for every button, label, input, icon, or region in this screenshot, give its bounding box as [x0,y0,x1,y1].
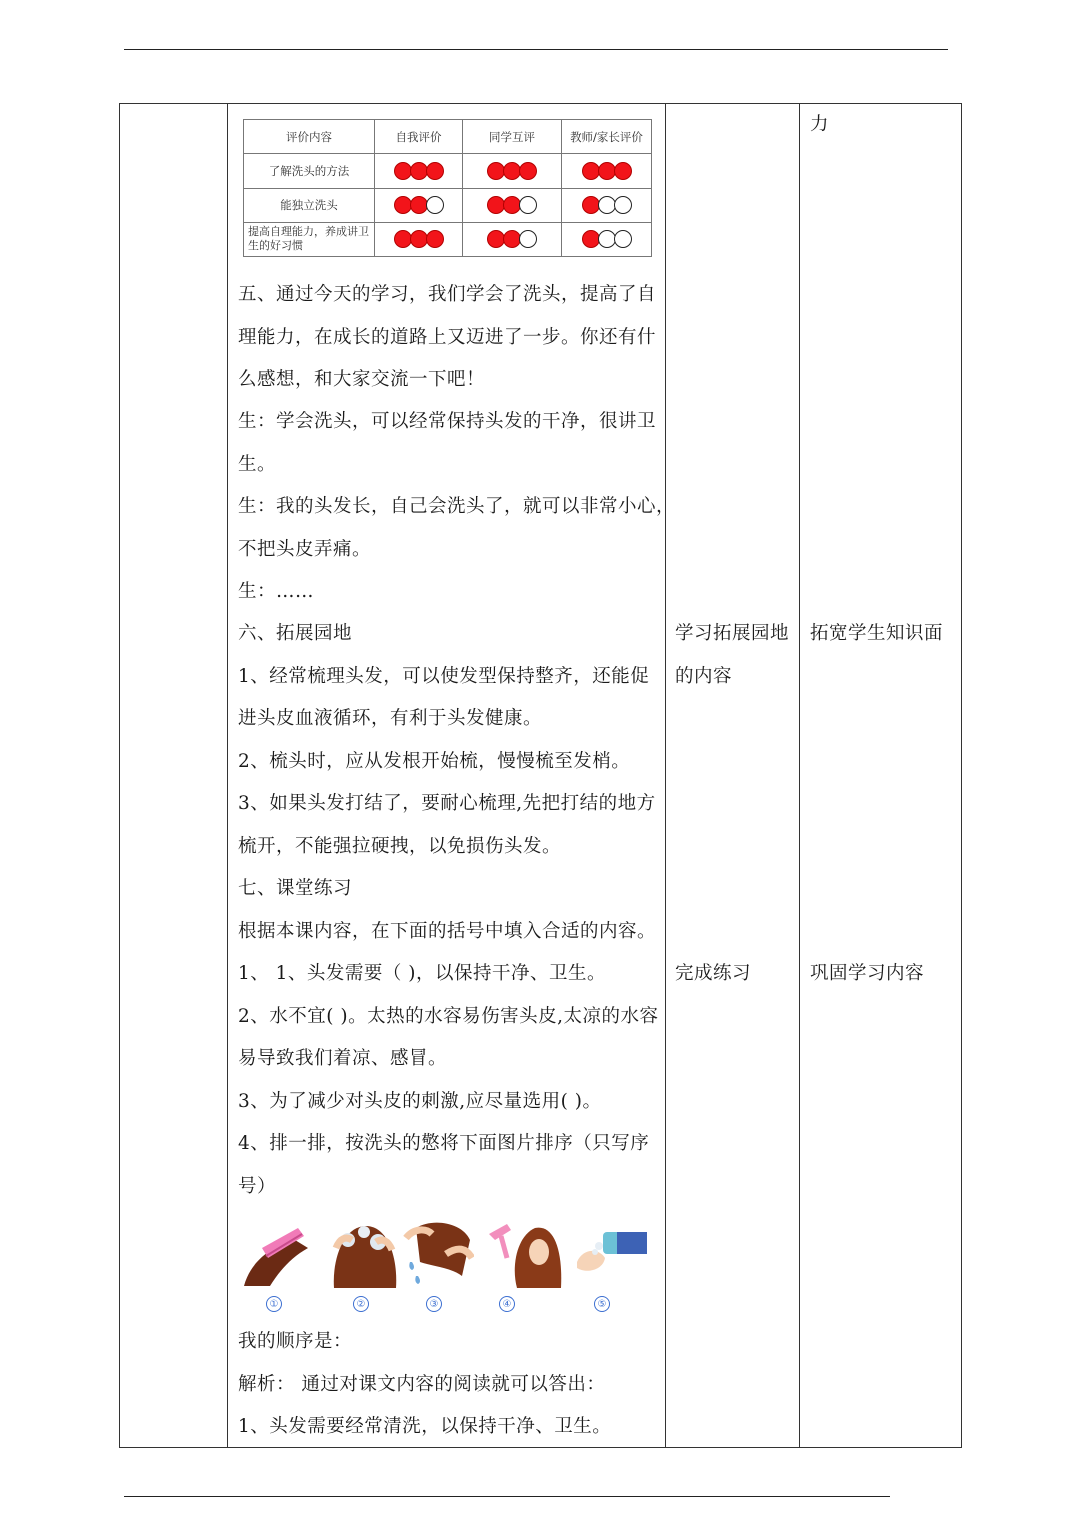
picture-number: ③ [426,1296,442,1312]
purpose-text: 力 [810,114,830,135]
text-line: 梳开，不能强拉硬拽，以免损伤头发。 [238,836,562,857]
filled-rating-dot [598,162,616,180]
filled-rating-dot [426,162,444,180]
activity-text: 完成练习 [675,963,752,984]
rating-dots [375,188,463,222]
header-cell: 教师/家长评价 [562,120,652,154]
exercise-line: 1、 1、头发需要（ )，以保持干净、卫生。 [238,963,607,984]
section-heading: 七、课堂练习 [238,878,353,899]
lather-hair-picture [326,1218,402,1288]
text-line: 生：…… [238,581,315,602]
text-line: 生：我的头发长，自己会洗头了，就可以非常小心， [238,496,676,517]
filled-rating-dot [582,230,600,248]
exercise-line: 4、排一排，按洗头的憼将下面图片排序（只写序 [238,1133,650,1154]
rating-dots [463,188,562,222]
empty-rating-dot [598,196,616,214]
comb-hair-picture [240,1218,312,1288]
text-line: 生：学会洗头，可以经常保持头发的干净，很讲卫 [238,411,657,432]
rating-dots [375,222,463,256]
filled-rating-dot [582,162,600,180]
column-divider [665,104,666,1447]
filled-rating-dot [410,196,428,214]
text-line: 生。 [238,454,277,475]
empty-rating-dot [614,196,632,214]
empty-rating-dot [426,196,444,214]
evaluation-row [244,188,652,222]
evaluation-row [244,154,652,188]
filled-rating-dot [394,196,412,214]
evaluation-header-row [244,120,652,154]
purpose-text: 巩固学习内容 [810,963,925,984]
text-line: 根据本课内容，在下面的括号中填入合适的内容。 [238,921,657,942]
text-line: 五、通过今天的学习，我们学会了洗头，提高了自 [238,284,657,305]
filled-rating-dot [426,230,444,248]
rinse-hair-picture [402,1218,474,1288]
evaluation-table [243,119,652,257]
rating-dots [463,154,562,188]
washing-steps-pictures [240,1218,650,1288]
text-line: 3、如果头发打结了，要耐心梳理,先把打结的地方 [238,793,656,814]
empty-rating-dot [519,230,537,248]
text-line: 么感想，和大家交流一下吧！ [238,369,486,390]
activity-text: 的内容 [675,666,733,687]
exercise-line: 易导致我们着凉、感冒。 [238,1048,448,1069]
picture-number: ⑤ [594,1296,610,1312]
criterion-label: 提高自理能力，养成讲卫生的好习惯 [244,222,375,256]
text-line: 理能力，在成长的道路上又迈进了一步。你还有什 [238,327,657,348]
header-rule [124,49,948,50]
picture-number: ② [353,1296,369,1312]
shampoo-hands-picture [573,1218,649,1288]
analysis-line: 1、头发需要经常清洗，以保持干净、卫生。 [238,1416,612,1437]
filled-rating-dot [614,162,632,180]
exercise-line: 号） [238,1176,277,1197]
dry-hair-picture [487,1218,565,1288]
text-line: 不把头皮弄痛。 [238,539,372,560]
rating-dots [562,188,652,222]
exercise-line: 3、为了减少对头皮的刺激,应尽量选用( )。 [238,1091,602,1112]
analysis-line: 解析： 通过对课文内容的阅读就可以答出： [238,1374,606,1395]
column-divider [799,104,800,1447]
criterion-label: 了解洗头的方法 [244,154,375,188]
answer-line: 我的顺序是： [238,1331,353,1352]
filled-rating-dot [519,162,537,180]
empty-rating-dot [519,196,537,214]
section-heading: 六、拓展园地 [238,623,353,644]
filled-rating-dot [410,162,428,180]
text-line: 进头皮血液循环，有利于头发健康。 [238,708,543,729]
filled-rating-dot [394,230,412,248]
filled-rating-dot [394,162,412,180]
evaluation-row [244,222,652,256]
header-cell: 同学互评 [463,120,562,154]
rating-dots [375,154,463,188]
criterion-label: 能独立洗头 [244,188,375,222]
empty-rating-dot [614,230,632,248]
filled-rating-dot [410,230,428,248]
rating-dots [463,222,562,256]
exercise-line: 2、水不宜( )。太热的水容易伤害头皮,太凉的水容 [238,1006,659,1027]
header-cell: 评价内容 [244,120,375,154]
header-cell: 自我评价 [375,120,463,154]
activity-text: 学习拓展园地 [675,623,790,644]
column-divider [227,104,228,1447]
rating-dots [562,222,652,256]
picture-number: ④ [499,1296,515,1312]
purpose-text: 拓宽学生知识面 [810,623,944,644]
rating-dots [562,154,652,188]
text-line: 1、经常梳理头发，可以使发型保持整齐，还能促 [238,666,650,687]
text-line: 2、梳头时，应从发根开始梳，慢慢梳至发梢。 [238,751,631,772]
picture-number: ① [266,1296,282,1312]
filled-rating-dot [582,196,600,214]
empty-rating-dot [598,230,616,248]
footer-rule [124,1496,890,1497]
